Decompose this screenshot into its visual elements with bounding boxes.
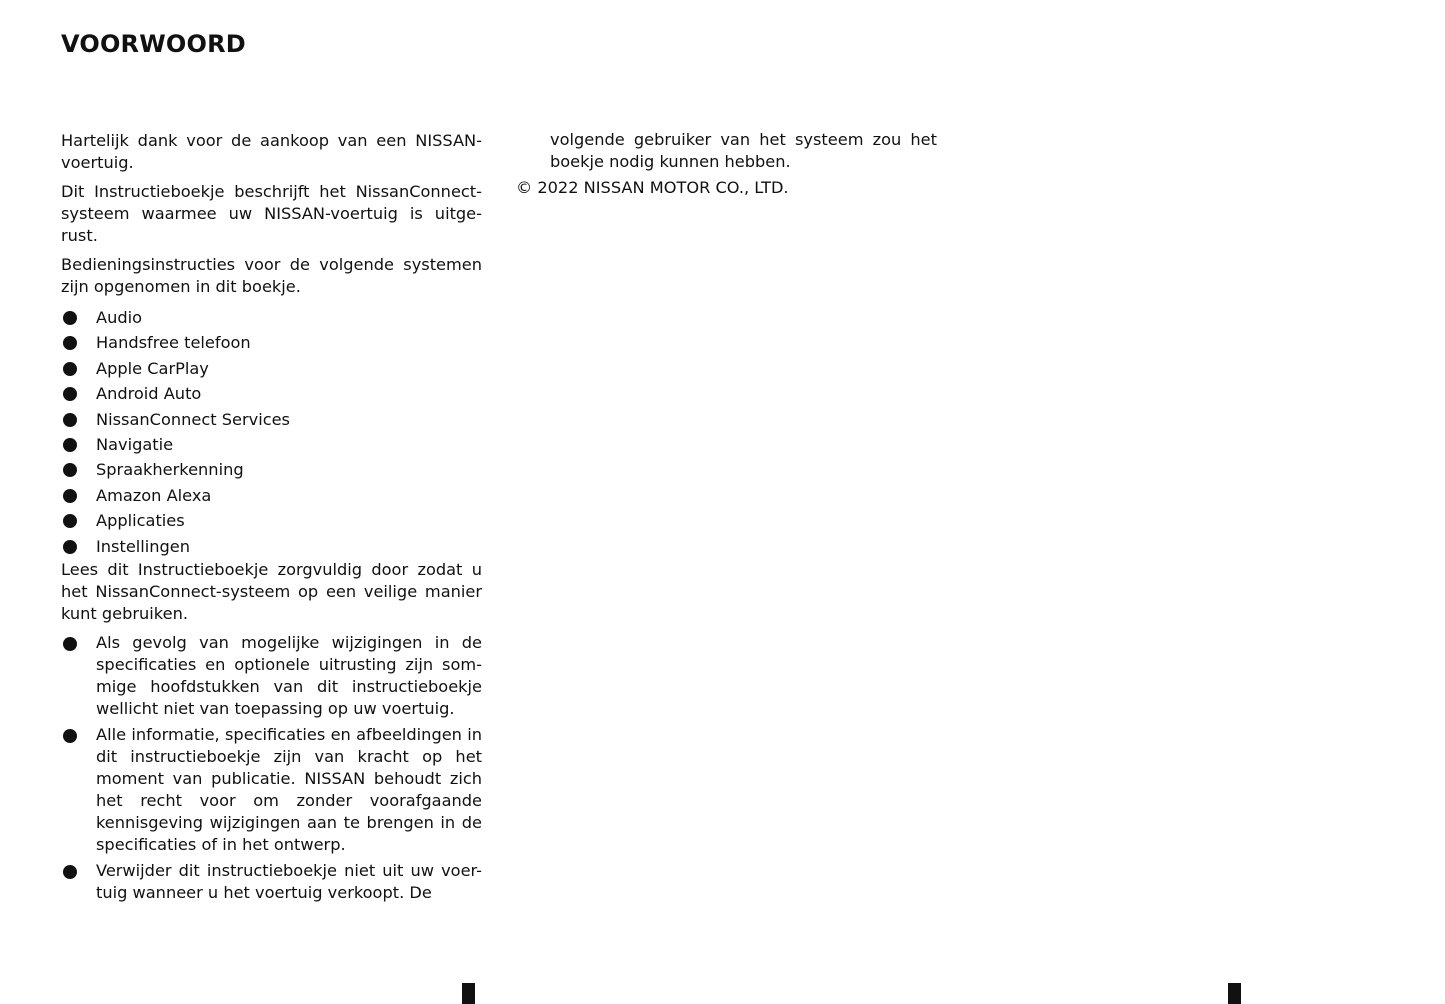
bullet-icon — [63, 514, 77, 528]
note-continued-text: volgende gebruiker van het systeem zou het boekje nodig kunnen hebben. — [550, 130, 937, 171]
bullet-icon — [63, 311, 77, 325]
list-item — [61, 305, 482, 330]
bullet-icon — [63, 336, 77, 350]
system-label: Android Auto — [96, 384, 202, 404]
intro-thanks-paragraph: Hartelijk dank voor de aankoop van een NISSAN-voertuig. — [61, 131, 482, 172]
system-label: Apple CarPlay — [96, 358, 209, 378]
bullet-icon — [63, 729, 77, 743]
system-label: Applicaties — [96, 511, 185, 531]
list-item — [61, 508, 482, 533]
bullet-icon — [63, 362, 77, 376]
note-text: Als gevolg van mogelijke wijzigingen in de specificaties en optionele uitrusting zijn som-mige hoofdstukken van dit instructieboekje wellicht niet van toepassing op uw voertuig. — [96, 632, 482, 718]
note-text: Verwijder dit instructieboekje niet uit uw voer-tuig wanneer u het voertuig verkoopt. De — [96, 860, 482, 902]
list-item — [61, 381, 482, 406]
system-label: Instellingen — [96, 536, 191, 556]
bullet-icon — [63, 463, 77, 477]
system-label: Spraakherkenning — [96, 460, 244, 480]
list-item — [61, 632, 482, 720]
system-label: Audio — [96, 308, 143, 327]
bullet-icon — [63, 438, 77, 452]
list-item — [61, 432, 482, 457]
page-edge-marker-left — [462, 983, 475, 1004]
copyright-notice: © 2022 NISSAN MOTOR CO., LTD. — [516, 178, 789, 197]
page-title: VOORWOORD — [61, 30, 246, 58]
system-label: Handsfree telefoon — [96, 333, 251, 353]
intro-systems-paragraph: Bedieningsinstructies voor de volgende systemen zijn opgenomen in dit boekje. — [61, 255, 482, 296]
bullet-icon — [63, 540, 77, 554]
list-item — [61, 356, 482, 381]
intro-description-paragraph: Dit Instructieboekje beschrijft het NissanConnect-systeem waarmee uw NISSAN-voertuig is uitge-rust. — [61, 182, 482, 245]
bullet-icon — [63, 413, 77, 427]
list-item — [61, 534, 482, 559]
list-item — [61, 860, 482, 904]
system-label: Amazon Alexa — [96, 485, 212, 505]
page-edge-marker-right — [1228, 983, 1241, 1004]
system-label: NissanConnect Services — [96, 409, 290, 429]
list-item — [61, 407, 482, 432]
system-label: Navigatie — [96, 434, 174, 454]
list-item — [61, 457, 482, 482]
bullet-icon — [63, 387, 77, 401]
list-item — [61, 724, 482, 856]
read-carefully-paragraph: Lees dit Instructieboekje zorgvuldig door zodat u het NissanConnect-systeem op een veilige manier kunt gebruiken. — [61, 559, 482, 623]
list-item — [61, 483, 482, 508]
note-text: Alle informatie, specificaties en afbeeldingen in dit instructieboekje zijn van kracht op het moment van publicatie. NISSAN behoudt zich het recht voor om zonder voorafgaande kennisgeving wijzigingen aan te brengen in de specificaties of in het ontwerp. — [96, 724, 482, 854]
systems-list — [61, 305, 482, 559]
bullet-icon — [63, 489, 77, 503]
right-column — [516, 129, 937, 199]
left-column — [61, 130, 482, 908]
notes-list — [61, 632, 482, 904]
list-item — [61, 330, 482, 355]
bullet-icon — [63, 865, 77, 879]
bullet-icon — [63, 637, 77, 651]
